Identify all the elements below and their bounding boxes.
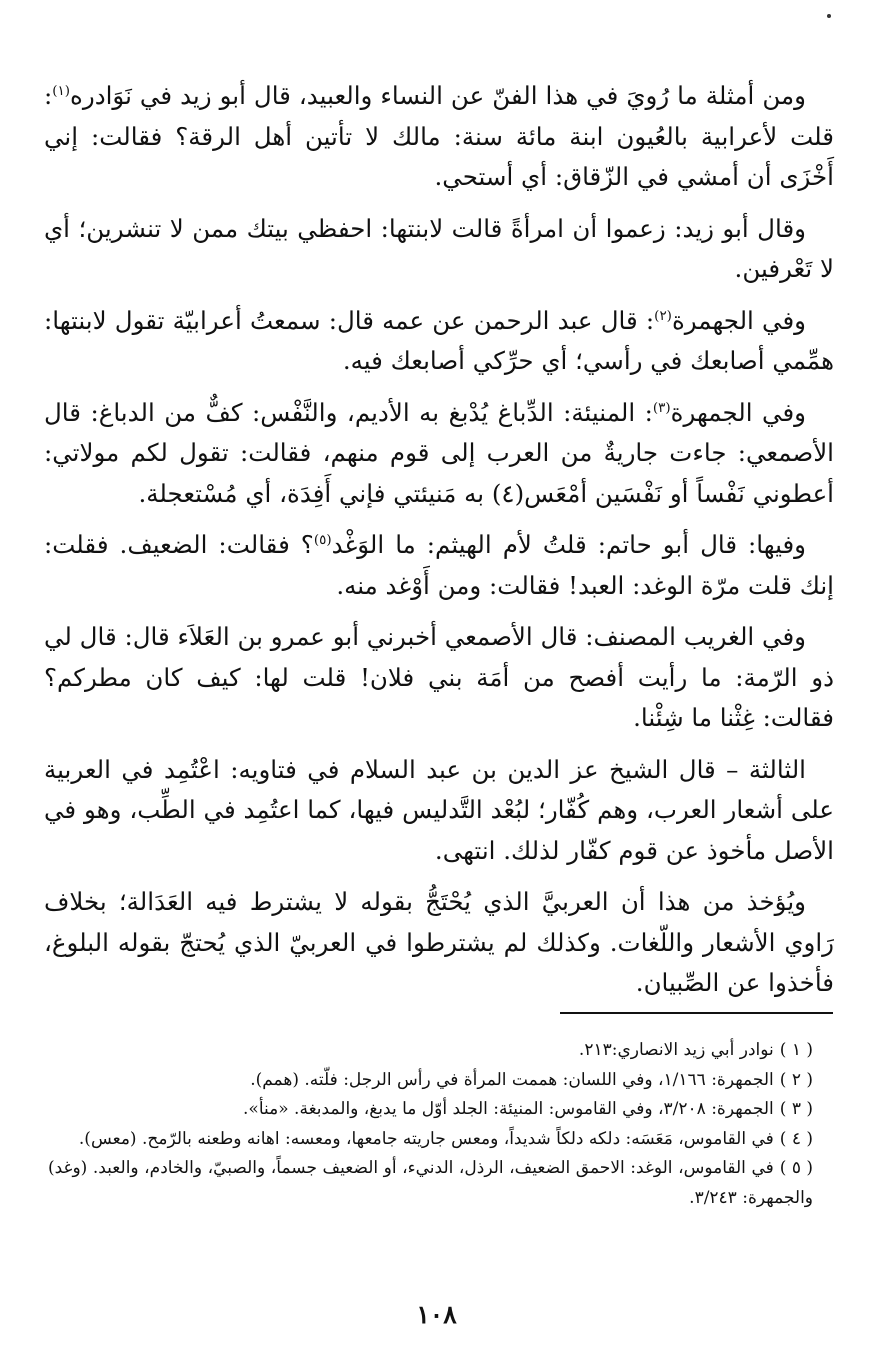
footnote-2 bbox=[48, 1066, 813, 1096]
footnote-number: ( ١ ) bbox=[779, 1040, 813, 1060]
page-speck bbox=[827, 14, 831, 18]
footnote-number: ( ٤ ) bbox=[779, 1128, 813, 1149]
paragraph-2: وقال أبو زيد: زعموا أن امرأةً قالت لابنتها: احفظي بيتك ممن لا تنشرين؛ أي لا تَعْرفين. bbox=[44, 213, 834, 283]
footnote-number: ( ٢ ) bbox=[779, 1069, 813, 1090]
paragraph-7: الثالثة – قال الشيخ عز الدين بن عبد السلام في فتاويه: اعْتُمِد في العربية على أشعار العرب، وهم كُفّار؛ لبُعْد التَّدليس فيها، كما اعتُمِد في الطِّب، وهو في الأصل مأخوذ عن قوم كفّار لذلك. انتهى. bbox=[44, 754, 834, 865]
paragraph-3: وفي الجهمرة$^{(٢)}$: قال عبد الرحمن عن عمه قال: سمعتُ أعرابيّة تقول لابنتها: همِّمي أصابعك في رأسي؛ أي حرِّكي أصابعك فيه. bbox=[44, 305, 834, 375]
paragraph-4: وفي الجمهرة$^{(٣)}$: المنيئة: الدِّباغ يُدْبغ به الأديم، والنَّفْس: كفٌّ من الدباغ: قال الأصمعي: جاءت جاريةٌ من العرب إلى قوم منهم، فقالت: تقول لكم مولاتي: أعطوني نَفْساً أو نَفْسَين أمْعَس(٤) به مَنيئتي فإني أَفِدَة، أي مُسْتعجلة. bbox=[44, 397, 834, 508]
footnote-4 bbox=[48, 1125, 813, 1155]
footnote-5 bbox=[48, 1154, 813, 1213]
footnote-number: ( ٥ ) bbox=[779, 1158, 813, 1178]
paragraph-5: وفيها: قال أبو حاتم: قلتُ لأم الهيثم: ما الوَغْد$^{(٥)}$؟ فقالت: الضعيف. فقلت: إنك قلت مرّة الوغد: العبد! فقالت: ومن أَوْغد منه. bbox=[44, 530, 834, 600]
footnote-1 bbox=[48, 1036, 813, 1066]
footnotes bbox=[48, 1036, 813, 1213]
footnote-separator bbox=[560, 1012, 833, 1014]
footnote-3 bbox=[48, 1095, 813, 1125]
footnote-ref-1: (١) bbox=[52, 82, 71, 99]
paragraph-8: ويُؤخذ من هذا أن العربيَّ الذي يُحْتَجُّ بقوله لا يشترط فيه العَدَالة؛ بخلاف رَاوي الأشعار واللّغات. وكذلك لم يشترطوا في العربيّ الذي يُحتجّ بقوله البلوغ، فأخذوا عن الصِّبيان. bbox=[44, 887, 834, 997]
paragraph-1: ومن أمثلة ما رُويَ في هذا الفنّ عن النساء والعبيد، قال أبو زيد في نَوَادره$^{(١)}$: قلت لأعرابية بالعُيون ابنة مائة سنة: مالك لا تأتين أهل الرقة؟ فقالت: إني أَخْزَى أن أمشي في الزّقاق: أي أستحي. bbox=[44, 81, 834, 191]
footnote-text: الجمهرة: ٣/٢٠٨، وفي القاموس: المنيئة: الجلد أوّل ما يدبغ، والمدبغة. «منأ». bbox=[243, 1099, 774, 1119]
footnote-number: ( ٣ ) bbox=[779, 1099, 813, 1119]
footnote-text: الجمهرة: ١/١٦٦، وفي اللسان: هممت المرأة في رأس الرجل: فلّته. (همم). bbox=[250, 1069, 774, 1090]
footnote-ref-2: (٢) bbox=[654, 307, 672, 324]
footnote-ref-5: (٥) bbox=[313, 531, 332, 548]
footnote-text: في القاموس، الوغد: الاحمق الضعيف، الرذل، الدنيء، أو الضعيف جسماً، والصبيّ، والخادم، والعبد. (وغد) والجمهرة: ٣/٢٤٣. bbox=[48, 1158, 813, 1208]
paragraph-6: وفي الغريب المصنف: قال الأصمعي أخبرني أبو عمرو بن العَلاَء قال: قال لي ذو الرّمة: ما رأيت أفصح من أمَة بني فلان! قلت لها: كيف كان مطركم؟ فقالت: غِثْنا ما شِئْنا. bbox=[44, 622, 834, 732]
main-text bbox=[44, 76, 834, 1015]
footnote-ref-3: (٣) bbox=[652, 399, 671, 416]
page-number: ١٠٨ bbox=[416, 1300, 457, 1329]
footnote-text: نوادر أبي زيد الانصاري:٢١٣. bbox=[578, 1040, 774, 1060]
footnote-text: في القاموس، مَعَسَه: دلكه دلكاً شديداً، ومعس جاريته جامعها، ومعسه: اهانه وطعنه بالرّمح. (معس). bbox=[78, 1128, 774, 1149]
